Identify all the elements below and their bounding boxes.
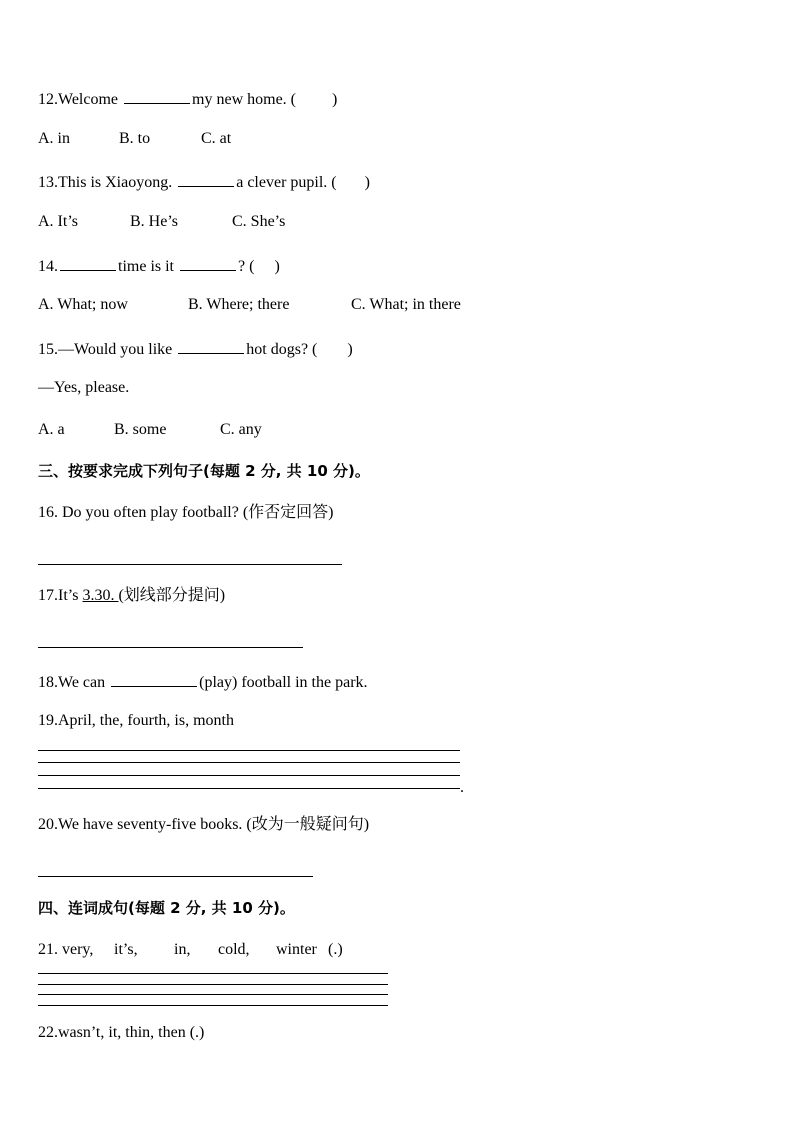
question-text: a clever pupil. ( [236, 174, 337, 191]
option-c[interactable]: C. any [220, 421, 262, 438]
option-b[interactable]: B. Where; there [188, 296, 290, 313]
answer-line-19[interactable] [38, 750, 460, 751]
option-a[interactable]: A. What; now [38, 296, 128, 313]
question-15 [38, 337, 353, 360]
question-text: ? ( [238, 258, 255, 275]
question-text: (play) football in the park. [199, 674, 368, 691]
answer-line-19[interactable] [38, 788, 460, 789]
question-text: 17.It’s [38, 587, 83, 604]
option-b[interactable]: B. some [114, 421, 167, 438]
answer-blank[interactable] [124, 87, 190, 104]
question-18 [38, 670, 368, 693]
option-c[interactable]: C. What; in there [351, 296, 461, 313]
question-20: 20.We have seventy-five books. (改为一般疑问句) [38, 816, 370, 833]
option-b[interactable]: B. to [119, 130, 151, 147]
question-14 [38, 254, 280, 277]
section-3-heading: 三、按要求完成下列句子(每题 2 分, 共 10 分)。 [38, 462, 370, 480]
options-13 [38, 212, 285, 232]
answer-line-21[interactable] [38, 984, 388, 985]
word: winter [276, 941, 317, 958]
question-text: Welcome [58, 91, 123, 108]
option-c[interactable]: C. at [201, 130, 232, 147]
question-17 [38, 586, 225, 606]
answer-blank[interactable] [178, 337, 244, 354]
question-22: 22.wasn’t, it, thin, then (.) [38, 1024, 205, 1041]
option-a[interactable]: A. a [38, 421, 65, 438]
answer-line-19[interactable] [38, 762, 460, 763]
option-c[interactable]: C. She’s [232, 213, 286, 230]
word: in, [174, 941, 191, 958]
question-number: 12. [38, 91, 58, 108]
answer-blank[interactable] [178, 170, 234, 187]
paren-close: ) [364, 174, 370, 191]
period-mark: . [460, 779, 464, 796]
section-4-heading: 四、连词成句(每题 2 分, 共 10 分)。 [38, 899, 295, 917]
answer-line-16[interactable] [38, 564, 342, 565]
question-text: 18.We can [38, 674, 110, 691]
question-12 [38, 87, 337, 110]
question-21 [38, 940, 343, 960]
answer-line-21[interactable] [38, 994, 388, 995]
question-19: 19.April, the, fourth, is, month [38, 712, 234, 729]
word: . very, [54, 941, 94, 958]
answer-line-21[interactable] [38, 973, 388, 974]
question-text: —Would you like [58, 341, 177, 358]
question-number: 14. [38, 258, 58, 275]
question-number: 13. [38, 174, 58, 191]
question-number: 21 [38, 941, 54, 958]
question-text: time is it [118, 258, 178, 275]
answer-line-17[interactable] [38, 647, 303, 648]
answer-blank[interactable] [111, 670, 197, 687]
answer-line-19[interactable] [38, 775, 460, 776]
options-12 [38, 129, 231, 149]
options-14 [38, 295, 461, 315]
question-16: 16. Do you often play football? (作否定回答) [38, 504, 334, 521]
question-13 [38, 170, 370, 193]
options-15 [38, 420, 262, 440]
option-a[interactable]: A. It’s [38, 213, 78, 230]
option-b[interactable]: B. He’s [130, 213, 178, 230]
paren-close: ) [332, 91, 338, 108]
underlined-part: 3.30. [82, 587, 119, 604]
question-instruction: (划线部分提问) [118, 587, 226, 604]
question-text: hot dogs? ( [246, 341, 318, 358]
question-text: my new home. ( [192, 91, 296, 108]
answer-line-20[interactable] [38, 876, 313, 877]
paren-close: ) [347, 341, 353, 358]
word: (.) [328, 941, 343, 958]
word: cold, [218, 941, 250, 958]
question-number: 15. [38, 341, 58, 358]
question-text: This is Xiaoyong. [58, 174, 177, 191]
answer-blank[interactable] [180, 254, 236, 271]
answer-line-21[interactable] [38, 1005, 388, 1006]
option-a[interactable]: A. in [38, 130, 70, 147]
reply-15: —Yes, please. [38, 379, 130, 396]
paren-close: ) [274, 258, 280, 275]
word: it’s, [114, 941, 138, 958]
answer-blank[interactable] [60, 254, 116, 271]
